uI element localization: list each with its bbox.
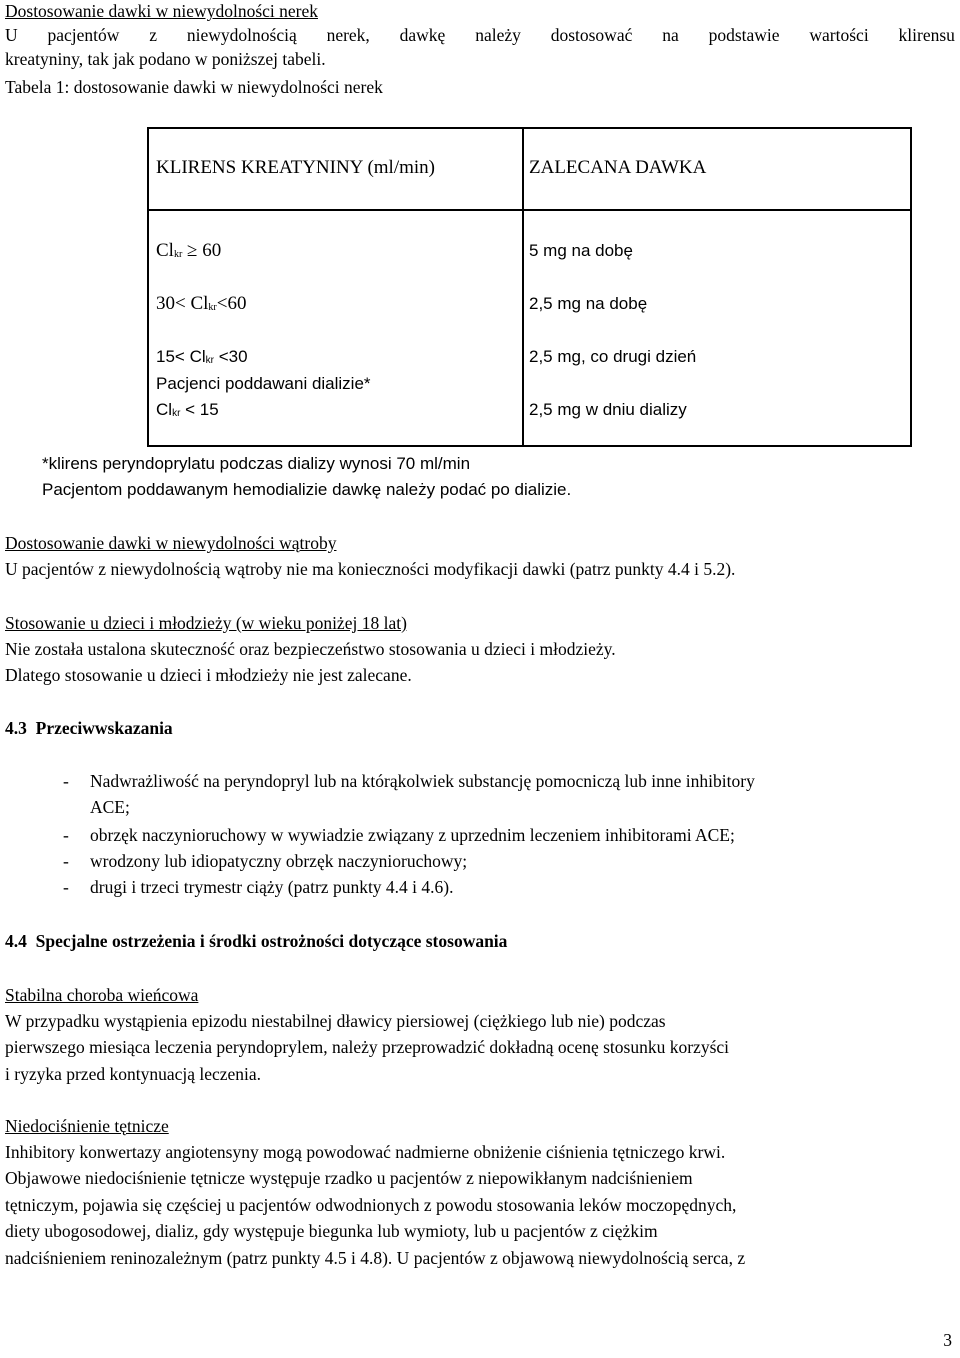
hypotension-line3: tętniczym, pojawia się częściej u pacjentów odwodnionych z powodu stosowania leków moczopędnych,	[5, 1195, 737, 1215]
renal-word: wartości	[809, 25, 869, 45]
clearance-row-4: $Cl_{kr} < 15$	[156, 400, 219, 419]
dose-row-2: 2,5 mg na dobę	[529, 294, 648, 313]
table-column-divider	[522, 129, 524, 445]
angina-heading: Stabilna choroba wieńcowa	[5, 985, 199, 1005]
dose-row-1: 5 mg na dobę	[529, 241, 633, 260]
table-header-dose: ZALECANA DAWKA	[529, 157, 707, 178]
hepatic-text: U pacjentów z niewydolnością wątroby nie ma konieczności modyfikacji dawki (patrz punkty 4.4 i 5.2).	[5, 559, 736, 579]
renal-word: nerek,	[326, 25, 370, 45]
clearance-row-2: $30< Cl_{kr}<60$	[156, 293, 247, 314]
dose-table	[147, 127, 912, 447]
renal-word: dawkę	[399, 25, 446, 45]
angina-line3: i ryzyka przed kontynuacją leczenia.	[5, 1064, 262, 1084]
hepatic-heading: Dostosowanie dawki w niewydolności wątroby	[5, 533, 337, 553]
renal-word: niewydolnością	[186, 25, 297, 45]
table-caption: Tabela 1: dostosowanie dawki w niewydolności nerek	[5, 77, 383, 97]
hypotension-line2: Objawowe niedociśnienie tętnicze występuje rzadko u pacjentów z niepowikłanym nadciśnieniem	[5, 1168, 693, 1188]
dose-row-3: 2,5 mg, co drugi dzień	[529, 347, 697, 366]
greater-equal-icon: ≥	[187, 240, 198, 261]
clearance-row-3: $15< Cl_{kr} <30$	[156, 347, 248, 366]
pediatric-line1: Nie została ustalona skuteczność oraz bezpieczeństwo stosowania u dzieci i młodzieży.	[5, 639, 616, 659]
clearance-row-1: $Cl_{kr} \ge 60$	[156, 240, 222, 261]
renal-word: należy	[475, 25, 521, 45]
table-note-2: Pacjentom poddawanym hemodializie dawkę należy podać po dializie.	[42, 480, 572, 499]
hypotension-heading: Niedociśnienie tętnicze	[5, 1116, 169, 1136]
page-number: 3	[943, 1330, 952, 1350]
contraindication-item-1-cont: ACE;	[90, 797, 130, 817]
renal-word: klirensu	[898, 25, 955, 45]
table-header-clearance: KLIRENS KREATYNINY (ml/min)	[156, 157, 435, 178]
renal-word: podstawie	[708, 25, 780, 45]
dose-row-4: 2,5 mg w dniu dializy	[529, 400, 687, 419]
hypotension-line4: diety ubogosodowej, dializ, gdy występuje biegunka lub wymioty, lub u pacjentów z ciężkim	[5, 1221, 658, 1241]
pediatric-line2: Dlatego stosowanie u dzieci i młodzieży nie jest zalecane.	[5, 665, 412, 685]
angina-line1: W przypadku wystąpienia epizodu niestabilnej dławicy piersiowej (ciężkiego lub nie) podczas	[5, 1011, 666, 1031]
section-44-heading: 4.4 Specjalne ostrzeżenia i środki ostrożności dotyczące stosowania	[5, 931, 508, 951]
renal-word: na	[662, 25, 679, 45]
renal-word: pacjentów	[47, 25, 120, 45]
renal-heading: Dostosowanie dawki w niewydolności nerek	[5, 1, 318, 21]
clearance-row-dialysis: Pacjenci poddawani dializie*	[156, 374, 371, 393]
section-43-heading: 4.3 Przeciwwskazania	[5, 718, 173, 738]
table-header-divider	[149, 209, 910, 211]
renal-word: z	[149, 25, 158, 45]
renal-paragraph-line1	[5, 24, 955, 46]
hypotension-line5: nadciśnieniem reninozależnym (patrz punkty 4.5 i 4.8). U pacjentów z objawową niewydolnością serca, z	[5, 1248, 746, 1268]
pediatric-heading: Stosowanie u dzieci i młodzieży (w wieku poniżej 18 lat)	[5, 613, 407, 633]
renal-paragraph-line2: kreatyniny, tak jak podano w poniższej tabeli.	[5, 49, 326, 69]
renal-word: dostosować	[550, 25, 633, 45]
angina-line2: pierwszego miesiąca leczenia peryndoprylem, należy przeprowadzić dokładną ocenę stosunku korzyści	[5, 1037, 730, 1057]
renal-word: U	[5, 25, 18, 45]
hypotension-line1: Inhibitory konwertazy angiotensyny mogą powodować nadmierne obniżenie ciśnienia tętniczego krwi.	[5, 1142, 726, 1162]
table-note-1: *klirens peryndoprylatu podczas dializy wynosi 70 ml/min	[42, 454, 471, 473]
